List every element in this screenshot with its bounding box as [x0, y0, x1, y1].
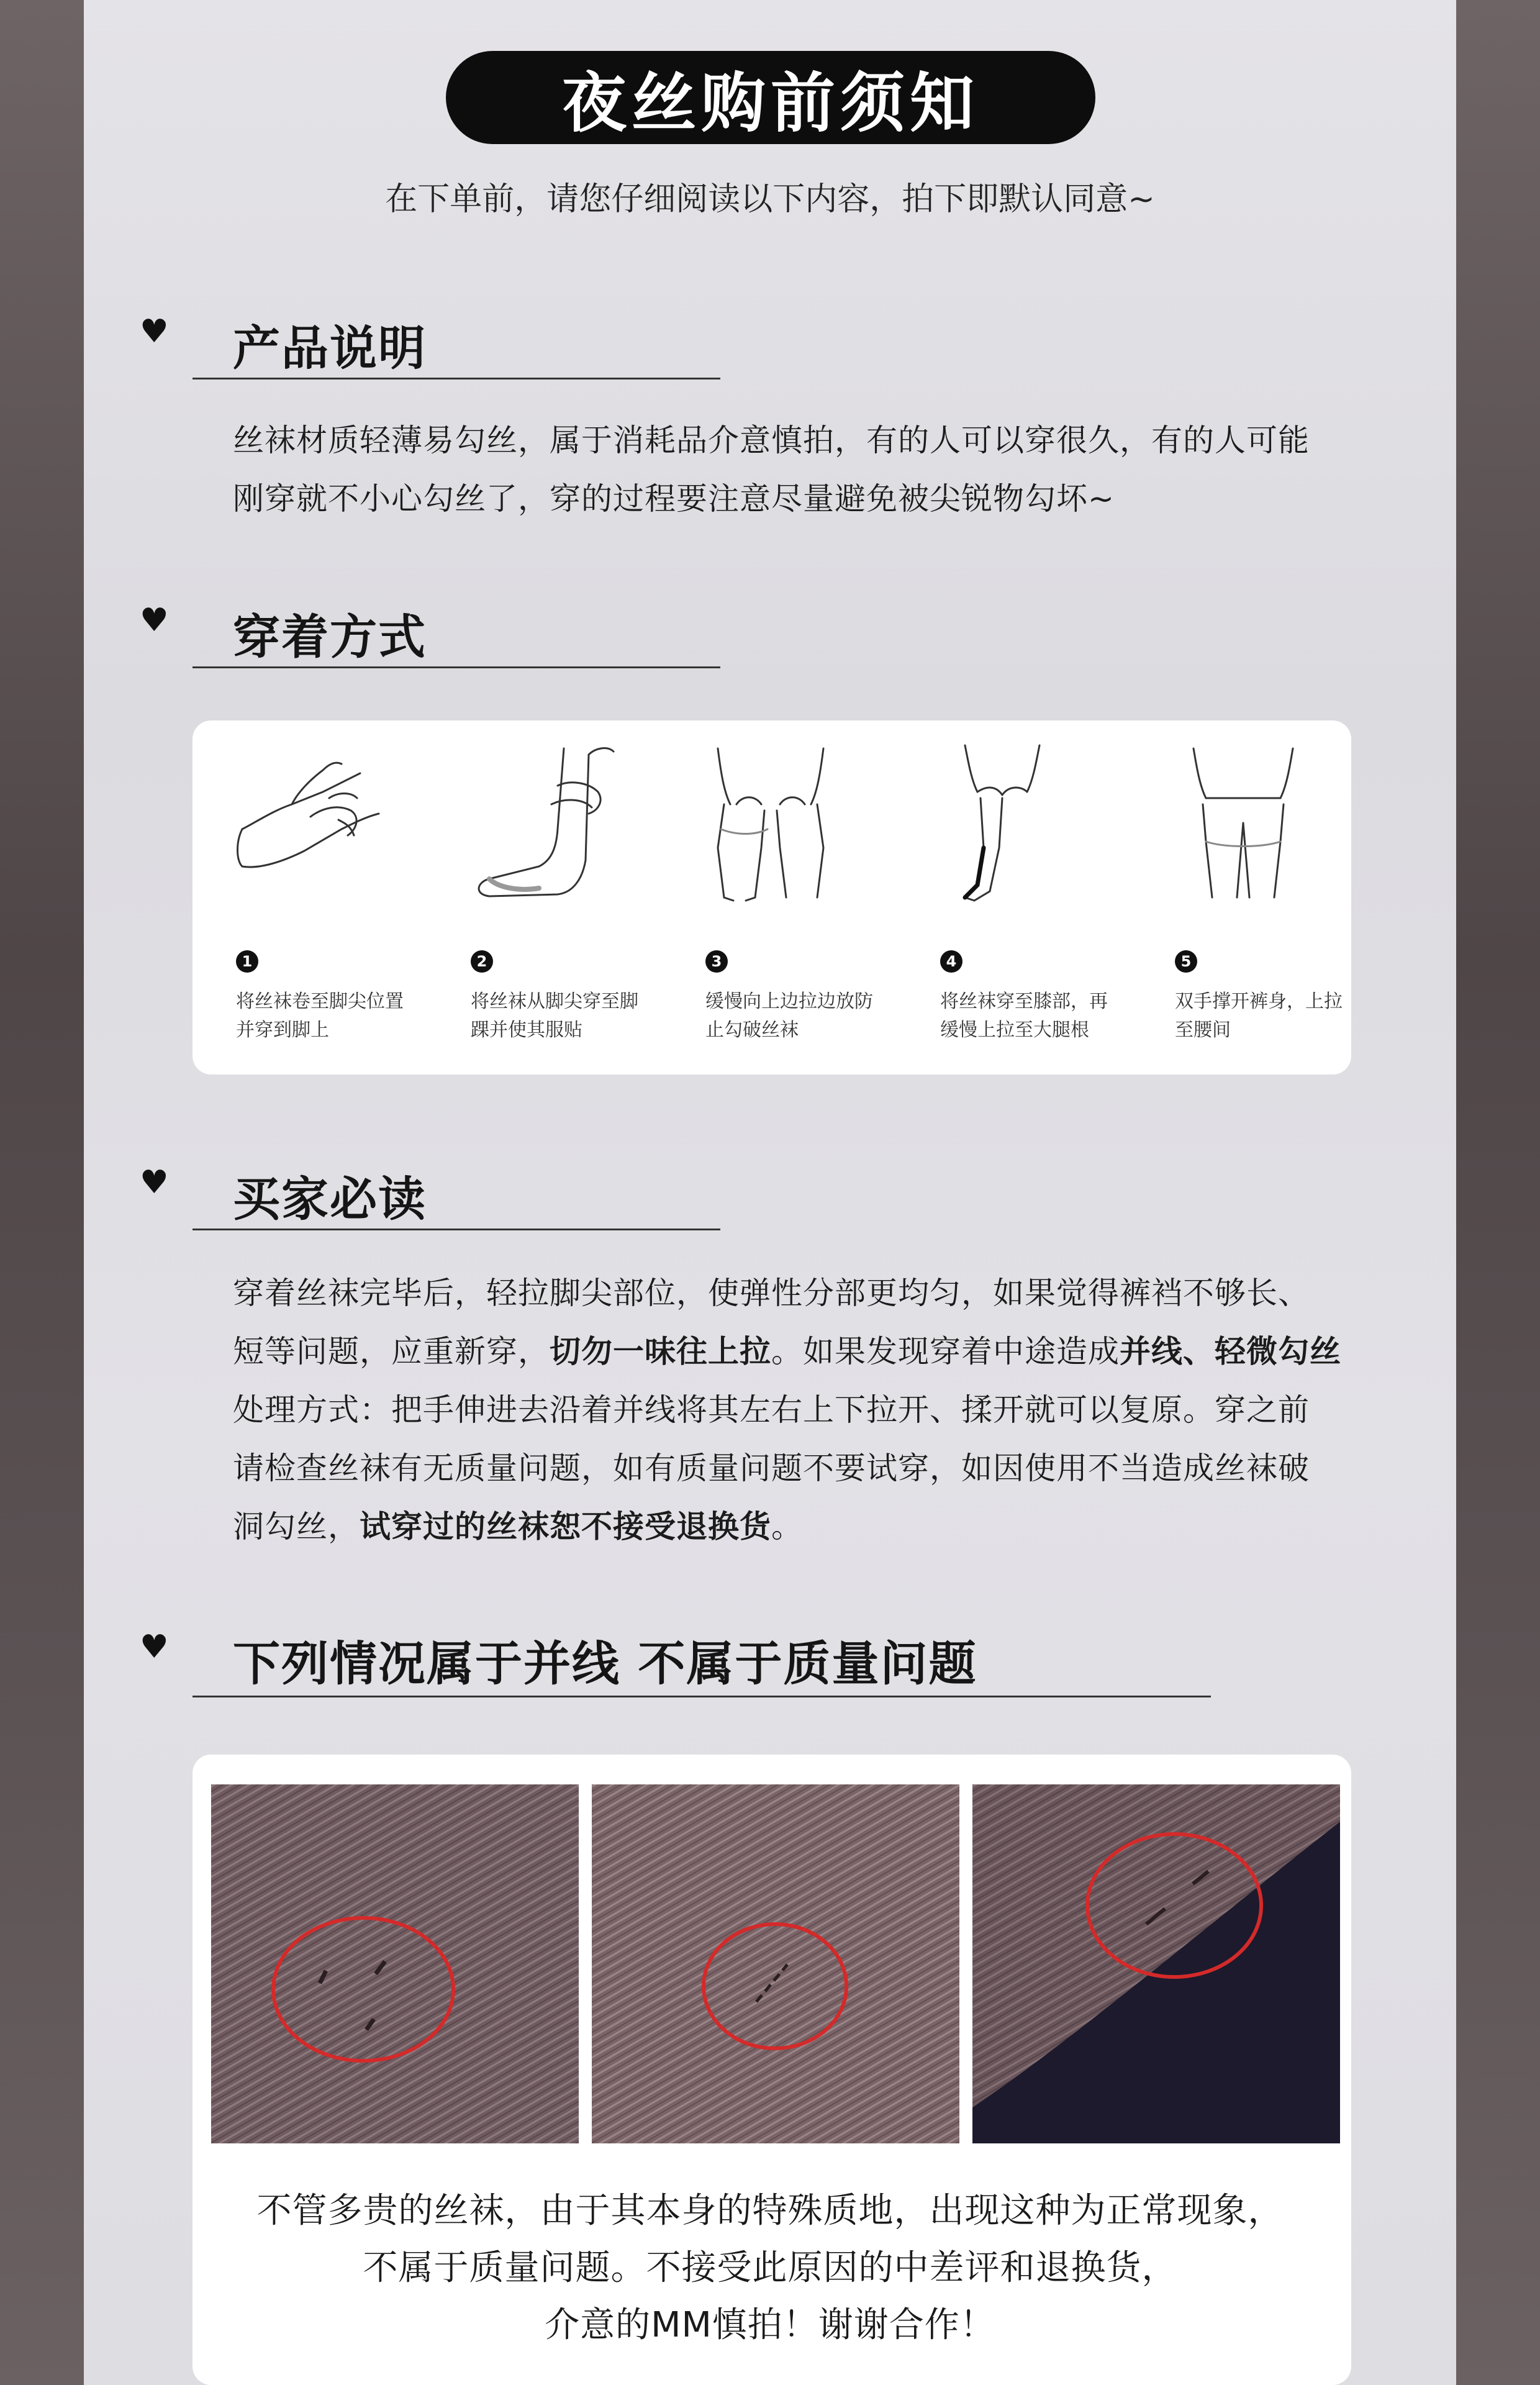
- fabric-photo-1: [211, 1784, 579, 2143]
- thread-note-line-2: 不属于质量问题。不接受此原因的中差评和退换货，: [363, 2248, 1177, 2288]
- pull-up-legs-icon: [699, 736, 861, 916]
- heart-icon: ♥: [140, 313, 169, 350]
- step-text: 缓慢向上边拉边放防止勾破丝袜: [705, 991, 873, 1041]
- step-number: 2: [471, 950, 493, 973]
- heart-icon: ♥: [140, 1629, 169, 1666]
- section-thread-title: 下列情况属于并线 不属于质量问题: [233, 1636, 977, 1691]
- thread-note-line-1: 不管多贵的丝袜，由于其本身的特殊质地，出现这种为正常现象，: [256, 2191, 1284, 2231]
- step-text: 将丝袜穿至膝部，再缓慢上拉至大腿根: [940, 991, 1108, 1041]
- step-5: [1169, 720, 1398, 1074]
- waist-pull-icon: [1169, 736, 1330, 916]
- page-title: 夜丝购前须知: [561, 65, 979, 141]
- thread-note-line-3: 介意的MM慎拍！谢谢合作！: [545, 2305, 995, 2345]
- step-number: 3: [705, 950, 728, 973]
- section-divider: [192, 1696, 1211, 1697]
- step-1: [230, 720, 460, 1074]
- step-number: 1: [236, 950, 258, 973]
- buyer-notice-text: 穿着丝袜完毕后，轻拉脚尖部位，使弹性分部更均匀，如果觉得裤裆不够长、 短等问题，应重新穿，切勿一味往上拉。如果发现穿着中途造成并线、轻微勾丝 处理方式：把手伸进去沿着并线将其左右上下拉开、揉开就可以复原。穿之前 请检查丝袜有无质量问题，如有质量问题不要试穿，如因使用不当造成丝袜破 洞勾丝，试穿过的丝袜恕不接受退换货。: [233, 1275, 1341, 1545]
- wearing-steps-card: [192, 720, 1351, 1074]
- knee-pull-icon: [934, 736, 1095, 916]
- section-product-title: 产品说明: [233, 320, 427, 376]
- background-left: [0, 0, 84, 2385]
- hand-rolling-stocking-icon: [230, 736, 391, 916]
- section-wearing-title: 穿着方式: [233, 609, 427, 665]
- section-divider: [192, 666, 720, 668]
- step-3: [699, 720, 929, 1074]
- title-banner: [446, 51, 1095, 144]
- page-subtitle: 在下单前，请您仔细阅读以下内容，拍下即默认同意~: [385, 181, 1155, 218]
- heart-icon: ♥: [140, 602, 169, 639]
- section-buyer-title: 买家必读: [233, 1171, 427, 1227]
- section-divider: [192, 378, 720, 379]
- step-2: [464, 720, 694, 1074]
- section-divider: [192, 1229, 720, 1230]
- step-number: 5: [1175, 950, 1197, 973]
- background-right: [1456, 0, 1540, 2385]
- thread-examples-card: [192, 1755, 1351, 2385]
- step-text: 将丝袜卷至脚尖位置并穿到脚上: [236, 991, 404, 1041]
- fabric-photo-2: [592, 1784, 959, 2143]
- step-number: 4: [940, 950, 962, 973]
- fabric-photo-3: [972, 1784, 1340, 2143]
- step-4: [934, 720, 1164, 1074]
- product-description: 丝袜材质轻薄易勾丝，属于消耗品介意慎拍，有的人可以穿很久，有的人可能 刚穿就不小心勾丝了，穿的过程要注意尽量避免被尖锐物勾坏~: [233, 422, 1310, 517]
- step-text: 将丝袜从脚尖穿至脚踝并使其服贴: [471, 991, 638, 1041]
- foot-stocking-icon: [464, 736, 626, 916]
- heart-icon: ♥: [140, 1164, 169, 1201]
- step-text: 双手撑开裤身，上拉至腰间: [1175, 991, 1343, 1041]
